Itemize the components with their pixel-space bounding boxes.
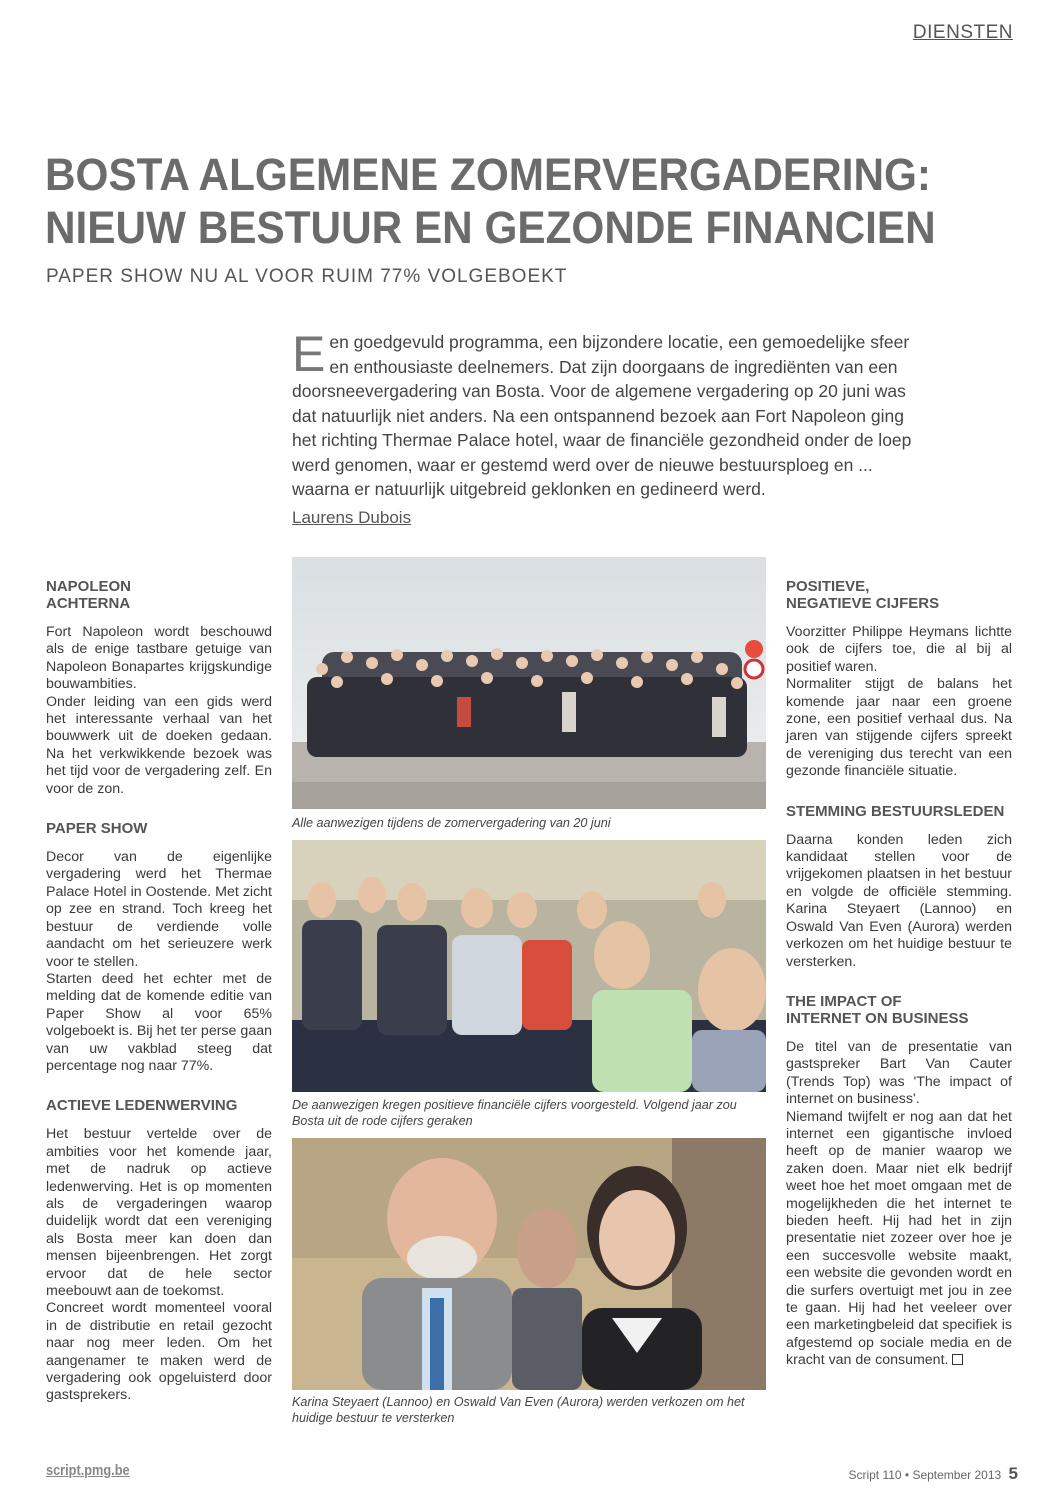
heading-stemming: STEMMING BESTUURSLEDEN <box>786 802 1005 820</box>
photo-caption-1: Alle aanwezigen tijdens de zomervergadering van 20 juni <box>292 816 611 830</box>
heading-cijfers-line-2: NEGATIEVE CIJFERS <box>786 595 940 612</box>
cijfers-paragraph-1: Voorzitter Philippe Heymans lichtte ook de cijfers toe, die al bij al positief waren. <box>786 624 1012 675</box>
napoleon-paragraph-2: Onder leiding van een gids werd het interessante verhaal van het bouwwerk uit de doeken gedaan. Na het verkwikkende bezoek was het tijd voor de vergadering zelf. En voor de zon. <box>46 693 272 797</box>
heading-napoleon <box>46 578 272 612</box>
heading-impact-line-2: INTERNET ON BUSINESS <box>786 1009 969 1027</box>
author-link[interactable]: Laurens Dubois <box>292 508 412 527</box>
right-column <box>786 578 1012 1370</box>
heading-impact <box>786 993 1012 1027</box>
drop-cap: E <box>292 326 326 382</box>
impact-paragraph-2 <box>786 1109 1012 1370</box>
heading-cijfers <box>786 578 1012 612</box>
impact-paragraph-2-text: Niemand twijfelt er nog aan dat het internet een gigantische invloed heeft op de manier waarop we zaken doen. Maar niet elk bedrijf weet hoe het moet omgaan met de mogelijkheden die het internet te bieden heeft. Hij had het in zijn presentatie niet zozeer over hoe je een succesvolle website maakt, een website die gevonden wordt en die surfers overtuigt met jou in zee te gaan. Hij had het veeleer over een marketingbeleid dat specifiek is afgestemd op sociale media en de kracht van de consument. <box>786 1108 1012 1369</box>
heading-napoleon-line-2: ACHTERNA <box>46 595 131 612</box>
napoleon-paragraph-1: Fort Napoleon wordt beschouwd als de enige tastbare getuige van Napoleon Bonapartes krijgskundige bouwambities. <box>46 624 272 693</box>
papershow-paragraph-1: Decor van de eigenlijke vergadering werd het Thermae Palace Hotel in Oostende. Met zicht op zee en strand. Toch kreeg het bestuur de verdiende volle aandacht om het serieuzere werk voor te stellen. <box>46 849 272 970</box>
photo-caption-3: Karina Steyaert (Lannoo) en Oswald Van Even (Aurora) werden verkozen om het huidige bestuur te versterken <box>292 1395 745 1425</box>
left-column <box>46 578 272 1405</box>
heading-napoleon-line-1: NAPOLEON <box>46 578 132 595</box>
intro-paragraph <box>292 326 917 502</box>
photo-caption-2: De aanwezigen kregen positieve financiële cijfers voorgesteld. Volgend jaar zou Bosta uit de rode cijfers geraken <box>292 1098 737 1128</box>
portrait-photo <box>292 1138 766 1390</box>
cijfers-paragraph-2: Normaliter stijgt de balans het komende jaar naar een groene zone, een positief verhaal dus. Na jaren van stijgende cijfers spreekt de vereniging dus terecht van een gezonde financiële situatie. <box>786 676 1012 780</box>
leden-paragraph-1: Het bestuur vertelde over de ambities voor het komende jaar, met de nadruk op actieve ledenwerving. Het is op momenten als de vergaderingen waarop duidelijk wordt dat een vereniging als Bosta meer kan doen dan mensen bijeenbrengen. Het zorgt ervoor dat de hele sector meebouwt aan de toekomst. <box>46 1126 272 1299</box>
impact-paragraph-1: De titel van de presentatie van gastspreker Bart Van Cauter (Trends Top) was 'The impact of internet on business'. <box>786 1038 1012 1108</box>
heading-cijfers-line-1: POSITIEVE, <box>786 578 870 595</box>
footer-page-info <box>848 1464 1018 1484</box>
footer-website-link[interactable]: script.pmg.be <box>46 1462 130 1479</box>
section-tag: DIENSTEN <box>912 22 1013 43</box>
group-photo <box>292 557 766 809</box>
heading-impact-line-1: THE IMPACT OF <box>786 992 902 1010</box>
article-subtitle: PAPER SHOW NU AL VOOR RUIM 77% VOLGEBOEKT <box>46 266 568 287</box>
intro-text: en goedgevuld programma, een bijzondere locatie, een gemoedelijke sfeer en enthousiaste deelnemers. Dat zijn doorgaans de ingrediënten van een doorsneevergadering van Bosta. Voor de algemene vergadering op 20 juni was dat natuurlijk niet anders. Na een ontspannend bezoek aan Fort Napoleon ging het richting Thermae Palace hotel, waar de financiële gezondheid onder de loep werd genomen, waar er gestemd werd over de nieuwe bestuursploeg en ... waarna er natuurlijk uitgebreid geklonken en gedineerd werd. <box>292 332 912 499</box>
end-of-article-icon <box>952 1354 963 1365</box>
audience-photo <box>292 840 766 1092</box>
stemming-paragraph-1: Daarna konden leden zich kandidaat stellen voor de vrijgekomen plaatsen in het bestuur en volgde de officiële stemming. Karina Steyaert (Lannoo) en Oswald Van Even (Aurora) werden verkozen om het huidige bestuur te versterken. <box>786 831 1012 970</box>
heading-paper-show: PAPER SHOW <box>46 820 148 838</box>
page-number: 5 <box>1008 1464 1018 1483</box>
title-line-1: BOSTA ALGEMENE ZOMERVERGADERING: <box>45 149 931 200</box>
footer-issue: Script 110 • September 2013 <box>848 1468 1002 1482</box>
leden-paragraph-2: Concreet wordt momenteel vooral in de distributie en retail gezocht naar nog meer leden. Om het aangenamer te maken werd de vergadering ook opgeluisterd door gastsprekers. <box>46 1300 272 1404</box>
papershow-paragraph-2: Starten deed het echter met de melding dat de komende editie van Paper Show al voor 65% volgeboekt is. Bij het ter perse gaan van uw vakblad steeg dat percentage nog naar 77%. <box>46 970 272 1074</box>
title-line-2: NIEUW BESTUUR EN GEZONDE FINANCIEN <box>45 202 936 253</box>
heading-ledenwerving: ACTIEVE LEDENWERVING <box>46 1097 238 1115</box>
article-title <box>45 148 966 254</box>
